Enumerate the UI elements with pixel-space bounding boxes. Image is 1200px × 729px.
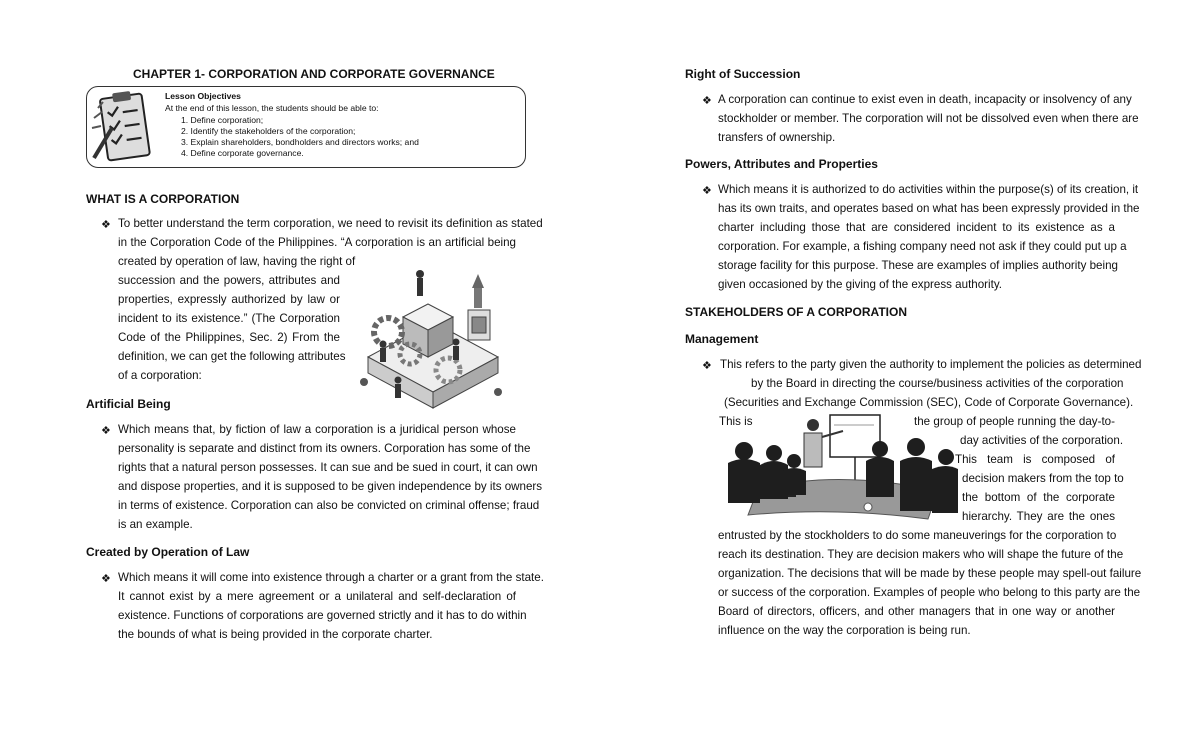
paragraph-line: Which means it is authorized to do activities within the purpose(s) of its creation, it [718, 183, 1139, 196]
paragraph-line: properties, expressly authorized by law or [118, 293, 340, 306]
paragraph-line: Which means that, by fiction of law a corporation is a juridical person whose [118, 423, 516, 436]
paragraph-line: by the Board in directing the course/business activities of the corporation [751, 377, 1124, 390]
paragraph-line: decision makers from the top to [962, 472, 1124, 485]
section-heading-powers-attributes-properties: Powers, Attributes and Properties [685, 157, 878, 171]
paragraph-line: hierarchy. They are the ones [962, 510, 1115, 523]
bullet-icon: ❖ [101, 219, 111, 231]
paragraph-line: influence on the way the corporation is being run. [718, 624, 971, 637]
objective-item: 4. Define corporate governance. [181, 148, 304, 158]
paragraph-line: personality is separate and distinct from its owners. Corporation has some of the [118, 442, 531, 455]
paragraph-line: of a corporation: [118, 369, 202, 382]
paragraph-line: A corporation can continue to exist even in death, incapacity or insolvency of any [718, 93, 1132, 106]
paragraph-line: rights that a natural person possesses. It can sue and be sued in court, it can own [118, 461, 538, 474]
section-heading-management: Management [685, 332, 759, 346]
paragraph-line: (Securities and Exchange Commission (SEC), Code of Corporate Governance). [724, 396, 1134, 409]
lesson-objectives-intro: At the end of this lesson, the students should be able to: [165, 103, 379, 113]
paragraph-line: This is [719, 415, 753, 428]
paragraph-line: This refers to the party given the authority to implement the policies as determined [720, 358, 1142, 371]
paragraph-line: organization. The decisions that will be made by these people may spell-out failure [718, 567, 1142, 580]
bullet-icon: ❖ [702, 95, 712, 107]
paragraph-line: transfers of ownership. [718, 131, 836, 144]
paragraph-line: and dispose properties, and it is supposed to be given independence by its owners [118, 480, 543, 493]
bullet-icon: ❖ [702, 185, 712, 197]
paragraph-line: corporation. For example, a fishing company need not ask if they could put up a [718, 240, 1127, 253]
section-heading-what-is-corporation: WHAT IS A CORPORATION [86, 192, 240, 206]
paragraph-line: This team is composed of [955, 453, 1115, 466]
objective-item: 1. Define corporation; [181, 115, 264, 125]
objective-item: 2. Identify the stakeholders of the corporation; [181, 126, 356, 136]
paragraph-line: reach its destination. They are decision makers who will shape the future of the [718, 548, 1124, 561]
paragraph-line: Code of the Philippines, Sec. 2) From the [118, 331, 340, 344]
paragraph-line: storage facility for this purpose. These are examples of implies authority being [718, 259, 1118, 272]
paragraph-line: incident to its existence.” (The Corporation [118, 312, 340, 325]
bullet-icon: ❖ [101, 573, 111, 585]
chapter-title: CHAPTER 1- CORPORATION AND CORPORATE GOVERNANCE [133, 67, 495, 81]
paragraph-line: It cannot exist by a mere agreement or a unilateral and self-declaration of [118, 590, 516, 603]
paragraph-line: Board of directors, officers, and other managers that in one way or another [718, 605, 1115, 618]
paragraph-line: stockholder or member. The corporation will not be dissolved even when there are [718, 112, 1139, 125]
paragraph-line: created by operation of law, having the right of [118, 255, 356, 268]
bullet-icon: ❖ [101, 425, 111, 437]
business-meeting-illustration [718, 411, 958, 529]
clipboard-icon [90, 88, 160, 168]
paragraph-line: existence. Functions of corporations are governed strictly and it has to do within [118, 609, 527, 622]
paragraph-line: the group of people running the day-to- [914, 415, 1115, 428]
business-teamwork-illustration [348, 262, 518, 412]
paragraph-line: given occasioned by the giving of the express authority. [718, 278, 1003, 291]
paragraph-line: the bounds of what is being provided in the corporate charter. [118, 628, 433, 641]
paragraph-line: in terms of existence. Corporation can also be convicted on criminal offense; fraud [118, 499, 540, 512]
paragraph-line: has its own traits, and operates based on what has been expressly provided in the [718, 202, 1140, 215]
paragraph-line: or success of the corporation. Examples of people who belong to this party are the [718, 586, 1141, 599]
paragraph-line: charter including those that are considered incident to its existence as a [718, 221, 1115, 234]
lesson-objectives-heading: Lesson Objectives [165, 91, 241, 101]
section-heading-artificial-being: Artificial Being [86, 397, 171, 411]
paragraph-line: in the Corporation Code of the Philippines. “A corporation is an artificial being [118, 236, 516, 249]
section-heading-created-by-operation-of-law: Created by Operation of Law [86, 545, 250, 559]
paragraph-line: entrusted by the stockholders to do some maneuverings for the corporation to [718, 529, 1117, 542]
objective-item: 3. Explain shareholders, bondholders and directors works; and [181, 137, 419, 147]
paragraph-line: is an example. [118, 518, 193, 531]
section-heading-stakeholders: STAKEHOLDERS OF A CORPORATION [685, 305, 907, 319]
paragraph-line: To better understand the term corporation, we need to revisit its definition as stated [118, 217, 543, 230]
section-heading-right-of-succession: Right of Succession [685, 67, 801, 81]
paragraph-line: day activities of the corporation. [960, 434, 1124, 447]
paragraph-line: definition, we can get the following attributes [118, 350, 346, 363]
paragraph-line: the bottom of the corporate [962, 491, 1115, 504]
paragraph-line: succession and the powers, attributes and [118, 274, 340, 287]
paragraph-line: Which means it will come into existence through a charter or a grant from the state. [118, 571, 544, 584]
bullet-icon: ❖ [702, 360, 712, 372]
